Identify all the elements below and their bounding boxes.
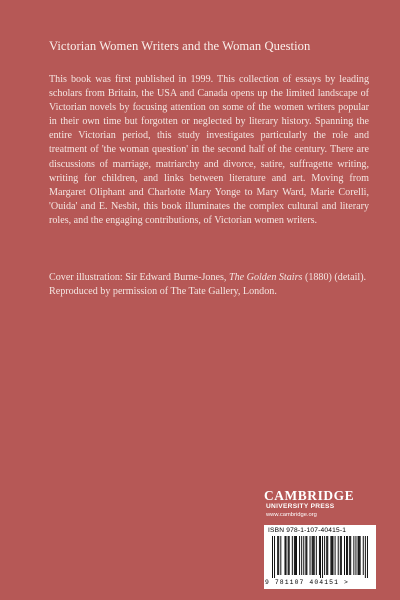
cover-credit-work: The Golden Stairs bbox=[228, 272, 303, 283]
isbn-label: ISBN 978-1-107-40415-1 bbox=[268, 527, 347, 534]
publisher-logo bbox=[264, 489, 374, 519]
book-blurb: This book was first published in 1999. This collection of essays by leading scholars from Britain, the USA and Canada opens up the limited landscape of Victorian novels by focusing attention on some of the women writers popular in their own time but forgotten or neglected by literary history. Spanning the entire Victorian period, this study investigates particularly the role and treatment of 'the woman question' in the second half of the century. There are discussions of marriage, matriarchy and divorce, satire, suffragette writing, writing for children, and links between literature and art. Moving from Margaret Oliphant and Charlotte Mary Yonge to Mary Ward, Marie Corelli, 'Ouida' and E. Nesbit, this book illuminates the complex cultural and literary roles, and the engaging contributions, of Victorian women writers. bbox=[49, 74, 369, 226]
barcode-bars bbox=[272, 536, 368, 578]
publisher-url: www.cambridge.org bbox=[266, 512, 317, 518]
barcode-digits: 9 781107 404151 > bbox=[265, 579, 349, 586]
publisher-name: CAMBRIDGE bbox=[264, 488, 355, 503]
cover-credit-prefix: Cover illustration: Sir Edward Burne-Jones, bbox=[49, 272, 229, 283]
book-title: Victorian Women Writers and the Woman Question bbox=[49, 39, 311, 53]
barcode bbox=[264, 525, 376, 589]
cover-credit-suffix: (1880) (detail). Reproduced by permission of The Tate Gallery, London. bbox=[49, 272, 367, 298]
publisher-press: UNIVERSITY PRESS bbox=[266, 503, 335, 510]
cover-credit bbox=[49, 271, 369, 299]
